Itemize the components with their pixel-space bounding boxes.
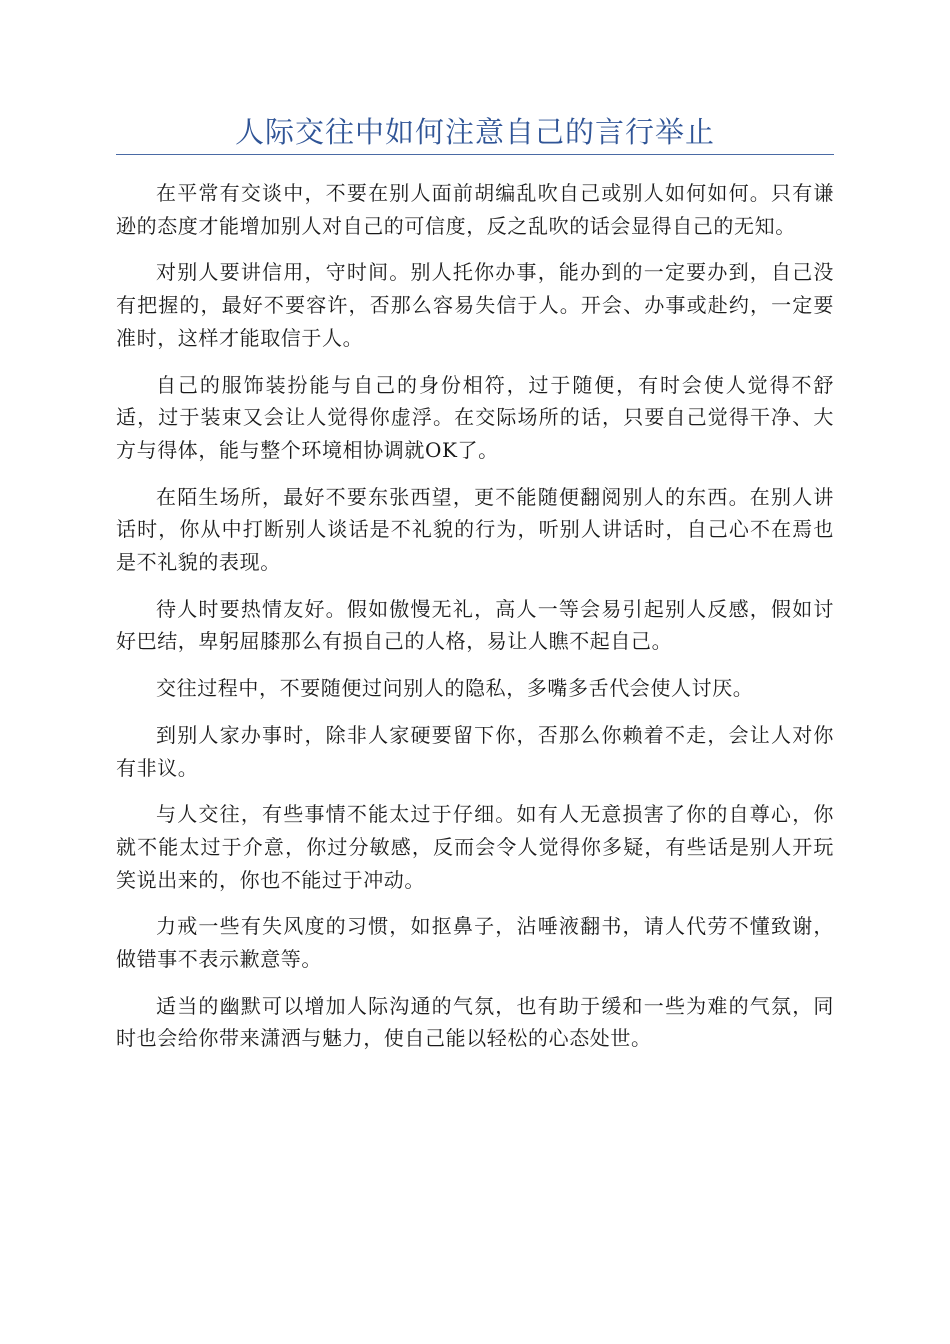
paragraph: 到别人家办事时，除非人家硬要留下你，否那么你赖着不走，会让人对你有非议。 [116,722,834,780]
title-underline [116,154,834,155]
paragraph: 自己的服饰装扮能与自己的身份相符，过于随便，有时会使人觉得不舒适，过于装束又会让人觉得你虚浮。在交际场所的话，只要自己觉得干净、大方与得体，能与整个环境相协调就OK了。 [116,372,834,462]
paragraph: 待人时要热情友好。假如傲慢无礼，高人一等会易引起别人反感，假如讨好巴结，卑躬屈膝那么有损自己的人格，易让人瞧不起自己。 [116,596,834,654]
document-body [116,177,834,1069]
paragraph: 在平常有交谈中，不要在别人面前胡编乱吹自己或别人如何如何。只有谦逊的态度才能增加别人对自己的可信度，反之乱吹的话会显得自己的无知。 [116,181,834,238]
paragraph: 在陌生场所，最好不要东张西望，更不能随便翻阅别人的东西。在别人讲话时，你从中打断别人谈话是不礼貌的行为，听别人讲话时，自己心不在焉也是不礼貌的表现。 [116,484,834,575]
paragraph: 适当的幽默可以增加人际沟通的气氛，也有助于缓和一些为难的气氛，同时也会给你带来潇洒与魅力，使自己能以轻松的心态处世。 [116,993,834,1051]
paragraph: 力戒一些有失风度的习惯，如抠鼻子，沾唾液翻书，请人代劳不懂致谢，做错事不表示歉意等。 [116,914,834,972]
paragraph: 与人交往，有些事情不能太过于仔细。如有人无意损害了你的自尊心，你就不能太过于介意，你过分敏感，反而会令人觉得你多疑，有些话是别人开玩笑说出来的，你也不能过于冲动。 [116,802,834,892]
document-title: 人际交往中如何注意自己的言行举止 [234,115,715,149]
paragraph: 交往过程中，不要随便过问别人的隐私，多嘴多舌代会使人讨厌。 [156,676,754,701]
paragraph: 对别人要讲信用，守时间。别人托你办事，能办到的一定要办到，自己没有把握的，最好不要容许，否那么容易失信于人。开会、办事或赴约，一定要准时，这样才能取信于人。 [116,260,834,350]
